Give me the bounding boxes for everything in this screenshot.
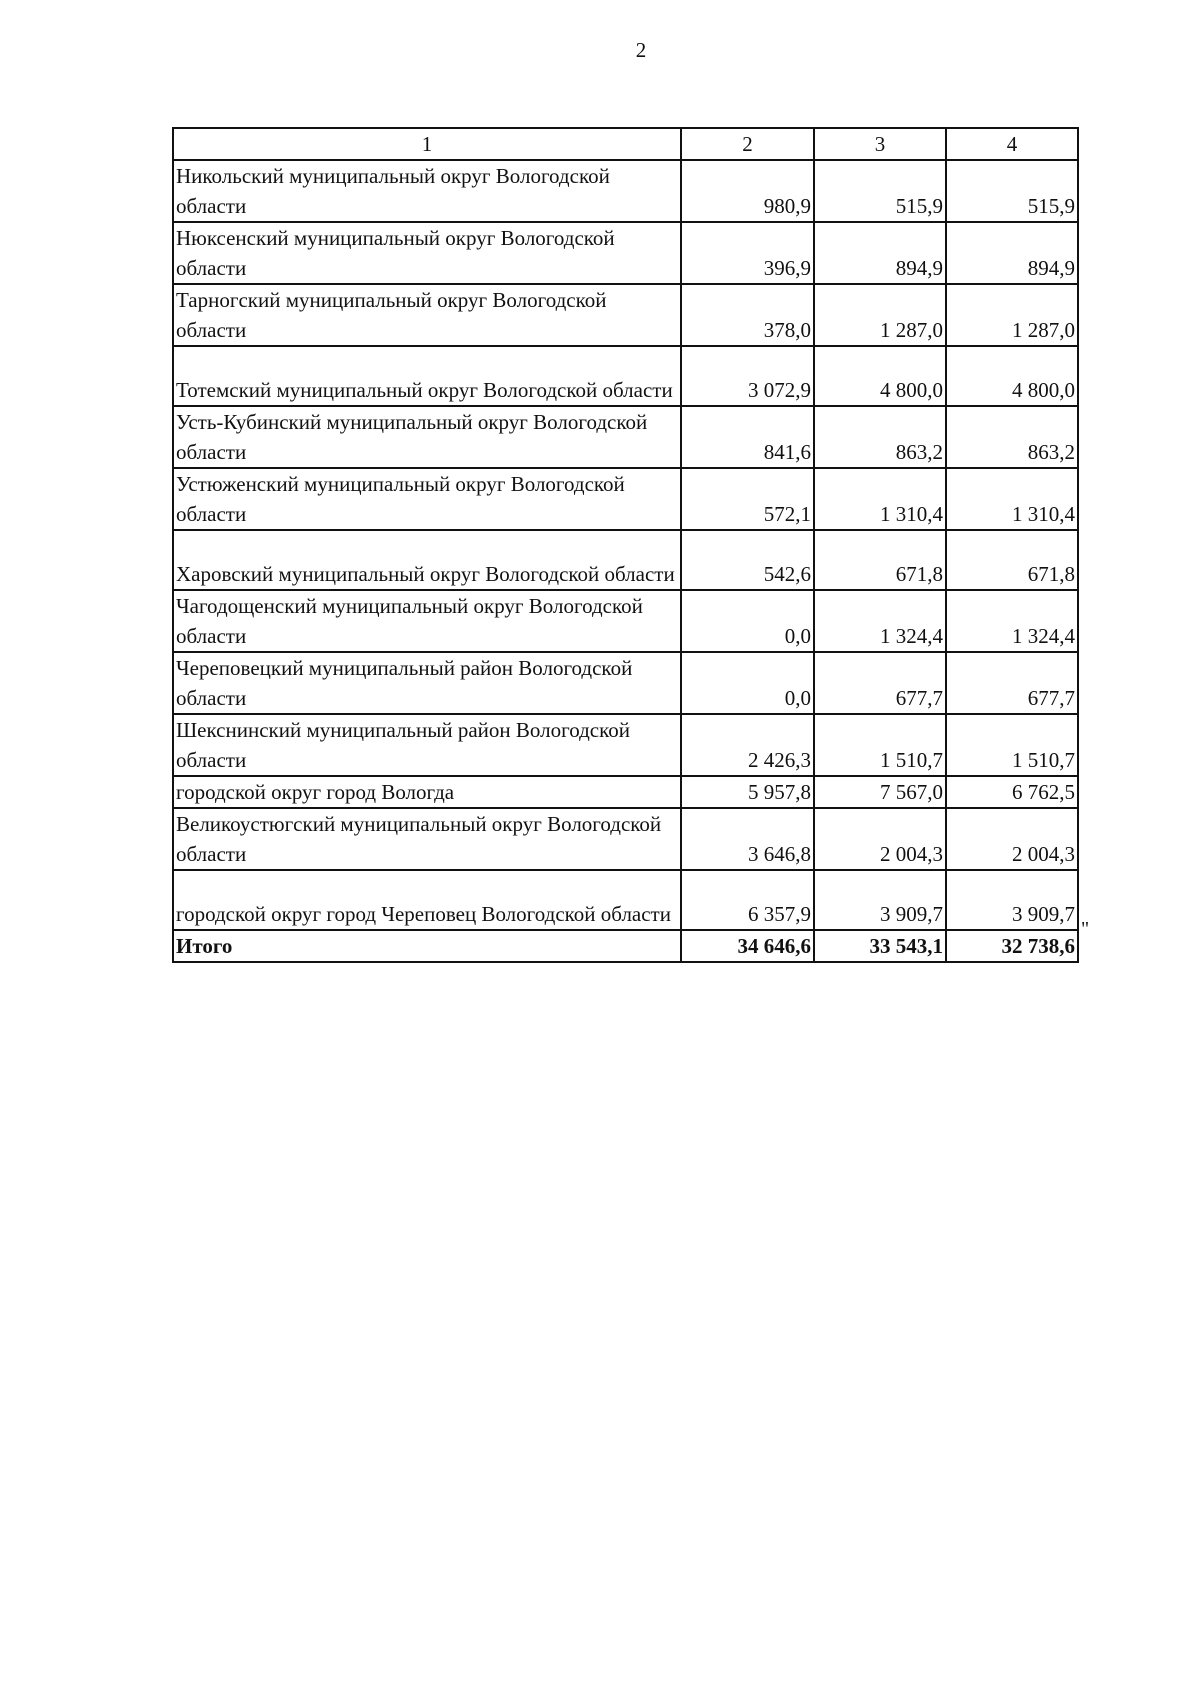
row-value-col-4: 1 324,4 <box>946 590 1078 652</box>
row-value-col-3: 894,9 <box>814 222 946 284</box>
row-value-col-2: 0,0 <box>681 652 814 714</box>
row-value-col-2: 6 357,9 <box>681 870 814 930</box>
table-row <box>173 222 1078 284</box>
closing-quote-mark: " <box>1081 918 1090 940</box>
table-row <box>173 714 1078 776</box>
row-value-col-3: 2 004,3 <box>814 808 946 870</box>
table-row <box>173 808 1078 870</box>
table-row <box>173 406 1078 468</box>
row-value-col-4: 515,9 <box>946 160 1078 222</box>
row-value-col-3: 671,8 <box>814 530 946 590</box>
row-name: Нюксенский муниципальный округ Вологодской области <box>173 222 681 284</box>
row-value-col-4: 3 909,7 <box>946 870 1078 930</box>
row-value-col-4: 4 800,0 <box>946 346 1078 406</box>
row-value-col-3: 1 287,0 <box>814 284 946 346</box>
data-table <box>172 127 1079 963</box>
row-value-col-4: 2 004,3 <box>946 808 1078 870</box>
row-value-col-3: 863,2 <box>814 406 946 468</box>
row-name: Никольский муниципальный округ Вологодской области <box>173 160 681 222</box>
header-col-2: 2 <box>681 128 814 160</box>
row-value-col-2: 542,6 <box>681 530 814 590</box>
row-value-col-4: 671,8 <box>946 530 1078 590</box>
row-value-col-2: 5 957,8 <box>681 776 814 808</box>
row-name: Харовский муниципальный округ Вологодской области <box>173 530 681 590</box>
table-row <box>173 870 1078 930</box>
table-row <box>173 652 1078 714</box>
row-value-col-2: 2 426,3 <box>681 714 814 776</box>
row-value-col-3: 4 800,0 <box>814 346 946 406</box>
row-value-col-2: 0,0 <box>681 590 814 652</box>
row-value-col-4: 6 762,5 <box>946 776 1078 808</box>
row-value-col-3: 1 510,7 <box>814 714 946 776</box>
total-row <box>173 930 1078 962</box>
row-value-col-4: 677,7 <box>946 652 1078 714</box>
row-value-col-2: 980,9 <box>681 160 814 222</box>
row-value-col-3: 515,9 <box>814 160 946 222</box>
header-col-4: 4 <box>946 128 1078 160</box>
table-row <box>173 284 1078 346</box>
row-value-col-3: 677,7 <box>814 652 946 714</box>
row-value-col-2: 396,9 <box>681 222 814 284</box>
row-name: Устюженский муниципальный округ Вологодской области <box>173 468 681 530</box>
row-value-col-2: 3 646,8 <box>681 808 814 870</box>
total-value-col-3: 33 543,1 <box>814 930 946 962</box>
table-row <box>173 468 1078 530</box>
table-row <box>173 590 1078 652</box>
row-value-col-3: 3 909,7 <box>814 870 946 930</box>
row-value-col-4: 1 287,0 <box>946 284 1078 346</box>
row-name: Череповецкий муниципальный район Вологодской области <box>173 652 681 714</box>
row-value-col-2: 572,1 <box>681 468 814 530</box>
header-col-3: 3 <box>814 128 946 160</box>
row-value-col-2: 378,0 <box>681 284 814 346</box>
table-row <box>173 346 1078 406</box>
header-col-1: 1 <box>173 128 681 160</box>
row-value-col-2: 841,6 <box>681 406 814 468</box>
row-name: Великоустюгский муниципальный округ Вологодской области <box>173 808 681 870</box>
table-row <box>173 776 1078 808</box>
header-row <box>173 128 1078 160</box>
page-number: 2 <box>635 38 647 62</box>
total-value-col-4: 32 738,6 <box>946 930 1078 962</box>
row-name: Тарногский муниципальный округ Вологодской области <box>173 284 681 346</box>
row-value-col-4: 1 310,4 <box>946 468 1078 530</box>
row-name: Чагодощенский муниципальный округ Вологодской области <box>173 590 681 652</box>
row-name: городской округ город Череповец Вологодской области <box>173 870 681 930</box>
row-name: городской округ город Вологда <box>173 776 681 808</box>
row-value-col-3: 1 310,4 <box>814 468 946 530</box>
total-label: Итого <box>173 930 681 962</box>
row-value-col-4: 863,2 <box>946 406 1078 468</box>
row-name: Шекснинский муниципальный район Вологодской области <box>173 714 681 776</box>
row-name: Усть-Кубинский муниципальный округ Вологодской области <box>173 406 681 468</box>
table-row <box>173 160 1078 222</box>
row-value-col-2: 3 072,9 <box>681 346 814 406</box>
table-row <box>173 530 1078 590</box>
row-value-col-4: 1 510,7 <box>946 714 1078 776</box>
row-name: Тотемский муниципальный округ Вологодской области <box>173 346 681 406</box>
row-value-col-3: 7 567,0 <box>814 776 946 808</box>
row-value-col-3: 1 324,4 <box>814 590 946 652</box>
total-value-col-2: 34 646,6 <box>681 930 814 962</box>
row-value-col-4: 894,9 <box>946 222 1078 284</box>
